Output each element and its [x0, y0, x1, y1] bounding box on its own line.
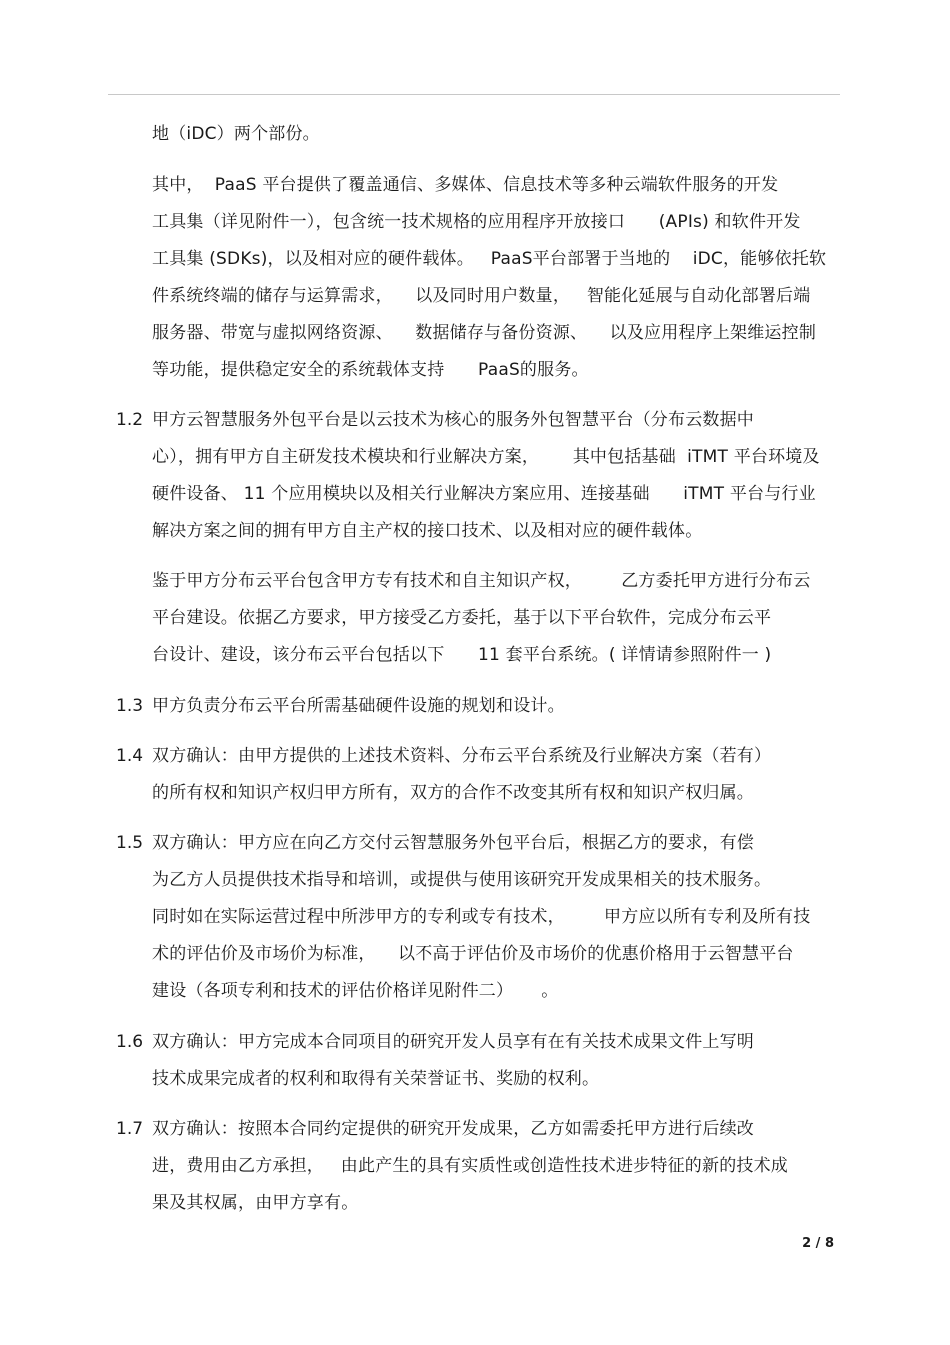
header-rule	[108, 94, 840, 95]
paragraph-line: 技术成果完成者的权利和取得有关荣誉证书、奖励的权利。	[152, 1069, 600, 1089]
paragraph-line: 等功能，提供稳定安全的系统载体支持 PaaS的服务。	[152, 360, 589, 380]
paragraph-line: 双方确认：甲方应在向乙方交付云智慧服务外包平台后，根据乙方的要求，有偿	[152, 833, 754, 853]
paragraph-line: 为乙方人员提供技术指导和培训，或提供与使用该研究开发成果相关的技术服务。	[152, 870, 772, 890]
paragraph-line: 果及其权属，由甲方享有。	[152, 1193, 359, 1213]
paragraph-line: 甲方负责分布云平台所需基础硬件设施的规划和设计。	[152, 696, 565, 716]
paragraph-line: 工具集（详见附件一），包含统一技术规格的应用程序开放接口 (APIs) 和软件开发	[152, 212, 801, 232]
paragraph-line: 解决方案之间的拥有甲方自主产权的接口技术、以及相对应的硬件载体。	[152, 521, 703, 541]
paragraph-line: 双方确认：甲方完成本合同项目的研究开发人员享有在有关技术成果文件上写明	[152, 1032, 754, 1052]
paragraph-line: 鉴于甲方分布云平台包含甲方专有技术和自主知识产权， 乙方委托甲方进行分布云	[152, 571, 811, 591]
clause-number: 1.3	[116, 696, 144, 716]
paragraph-line: 进，费用由乙方承担， 由此产生的具有实质性或创造性技术进步特征的新的技术成	[152, 1156, 789, 1176]
paragraph-line: 同时如在实际运营过程中所涉甲方的专利或专有技术， 甲方应以所有专利及所有技	[152, 907, 811, 927]
paragraph-line: 件系统终端的储存与运算需求， 以及同时用户数量， 智能化延展与自动化部署后端	[152, 286, 811, 306]
paragraph-line: 台设计、建设，该分布云平台包括以下 11 套平台系统。( 详情请参照附件一 )	[152, 645, 772, 665]
paragraph-line: 心），拥有甲方自主研发技术模块和行业解决方案， 其中包括基础 iTMT 平台环境及	[152, 447, 820, 467]
paragraph-line: 双方确认：按照本合同约定提供的研究开发成果，乙方如需委托甲方进行后续改	[152, 1119, 754, 1139]
paragraph-line: 甲方云智慧服务外包平台是以云技术为核心的服务外包智慧平台（分布云数据中	[152, 410, 754, 430]
paragraph-line: 服务器、带宽与虚拟网络资源、 数据储存与备份资源、 以及应用程序上架维运控制	[152, 323, 817, 343]
paragraph-line: 其中， PaaS 平台提供了覆盖通信、多媒体、信息技术等多种云端软件服务的开发	[152, 175, 779, 195]
clause-number: 1.4	[116, 746, 144, 766]
clause-number: 1.7	[116, 1119, 144, 1139]
paragraph-line: 建设（各项专利和技术的评估价格详见附件二） 。	[152, 981, 559, 1001]
clause-number: 1.5	[116, 833, 144, 853]
paragraph-line: 双方确认：由甲方提供的上述技术资料、分布云平台系统及行业解决方案（若有）	[152, 746, 772, 766]
paragraph-line: 工具集 (SDKs)，以及相对应的硬件载体。 PaaS平台部署于当地的 iDC，能够依托软	[152, 249, 827, 269]
clause-number: 1.2	[116, 410, 144, 430]
paragraph-line: 平台建设。依据乙方要求，甲方接受乙方委托，基于以下平台软件，完成分布云平	[152, 608, 772, 628]
paragraph-line: 地（iDC）两个部份。	[152, 124, 320, 144]
paragraph-line: 的所有权和知识产权归甲方所有，双方的合作不改变其所有权和知识产权归属。	[152, 783, 754, 803]
paragraph-line: 术的评估价及市场价为标准， 以不高于评估价及市场价的优惠价格用于云智慧平台	[152, 944, 794, 964]
paragraph-line: 硬件设备、 11 个应用模块以及相关行业解决方案应用、连接基础 iTMT 平台与行业	[152, 484, 816, 504]
clause-number: 1.6	[116, 1032, 144, 1052]
page-number: 2 / 8	[802, 1236, 834, 1251]
